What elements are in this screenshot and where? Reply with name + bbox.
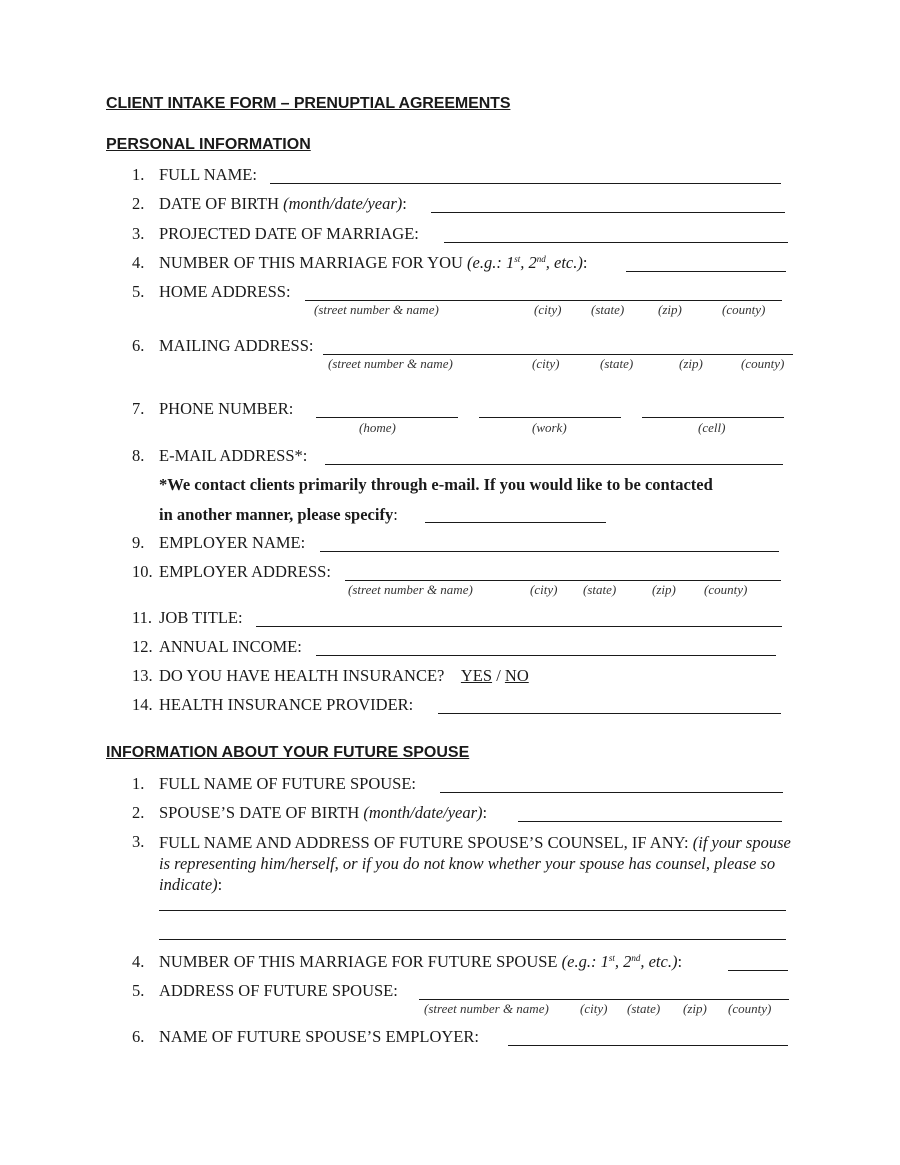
employer-address-label: EMPLOYER ADDRESS:: [159, 562, 331, 581]
colon: :: [482, 803, 488, 822]
caption-city: (city): [530, 582, 558, 597]
spouse-dob-text: SPOUSE’S DATE OF BIRTH: [159, 803, 360, 822]
hint-part: , etc.): [640, 952, 678, 971]
hint-part: , 2: [520, 253, 537, 272]
no-option[interactable]: NO: [504, 666, 529, 685]
spouse-counsel-field-2[interactable]: [159, 939, 786, 940]
spouse-address-field[interactable]: [419, 999, 789, 1000]
spouse-dob-field[interactable]: [518, 821, 782, 822]
job-title-field[interactable]: [256, 626, 782, 627]
item-number: 2.: [132, 803, 145, 822]
caption-zip: (zip): [658, 302, 682, 317]
caption-state: (state): [583, 582, 617, 597]
home-address-field[interactable]: [305, 300, 782, 301]
full-name-field[interactable]: [270, 183, 781, 184]
spouse-name-field[interactable]: [440, 792, 783, 793]
item-number: 3.: [132, 832, 145, 851]
spouse-marriage-number-label: [159, 952, 682, 972]
section-heading-spouse: INFORMATION ABOUT YOUR FUTURE SPOUSE: [106, 744, 470, 761]
mailing-address-label: MAILING ADDRESS:: [159, 336, 314, 355]
spouse-dob-hint: (month/date/year): [363, 803, 483, 822]
item-number: 3.: [132, 224, 145, 243]
item-number: 7.: [132, 399, 145, 418]
caption-city: (city): [580, 1001, 608, 1016]
email-note-line1: *We contact clients primarily through e-mail. If you would like to be contacted: [159, 475, 713, 494]
spouse-marriage-number-hint: [562, 952, 678, 971]
spouse-marriage-number-field[interactable]: [728, 970, 788, 971]
phone-cell-field[interactable]: [642, 417, 784, 418]
section-heading-personal: PERSONAL INFORMATION: [106, 136, 311, 153]
hint-part: (e.g.: 1: [467, 253, 515, 272]
phone-work-field[interactable]: [479, 417, 621, 418]
spouse-dob-label: [159, 803, 487, 823]
spouse-name-label: FULL NAME OF FUTURE SPOUSE:: [159, 774, 417, 793]
spouse-employer-field[interactable]: [508, 1045, 788, 1046]
item-number: 2.: [132, 194, 145, 213]
caption-zip: (zip): [679, 356, 703, 371]
insurance-provider-field[interactable]: [438, 713, 781, 714]
item-number: 4.: [132, 952, 145, 971]
hint-sup: st: [608, 953, 615, 963]
item-number: 13.: [132, 666, 153, 685]
option-separator: /: [496, 666, 501, 685]
item-number: 12.: [132, 637, 153, 656]
health-insurance-question: [159, 666, 529, 686]
colon: :: [582, 253, 588, 272]
item-number: 5.: [132, 981, 145, 1000]
caption-county: (county): [722, 302, 766, 317]
colon: :: [677, 952, 683, 971]
caption-street: (street number & name): [348, 582, 473, 597]
dob-hint: (month/date/year): [283, 194, 403, 213]
annual-income-label: ANNUAL INCOME:: [159, 637, 302, 656]
spouse-address-label: ADDRESS OF FUTURE SPOUSE:: [159, 981, 398, 1000]
employer-name-field[interactable]: [320, 551, 779, 552]
caption-street: (street number & name): [314, 302, 439, 317]
spouse-marriage-number-text: NUMBER OF THIS MARRIAGE FOR FUTURE SPOUSE: [159, 952, 558, 971]
spouse-counsel-text: FULL NAME AND ADDRESS OF FUTURE SPOUSE’S COUNSEL, IF ANY:: [159, 833, 689, 852]
dob-label: [159, 194, 407, 214]
marriage-number-hint: [467, 253, 583, 272]
phone-label: PHONE NUMBER:: [159, 399, 294, 418]
item-number: 4.: [132, 253, 145, 272]
spouse-employer-label: NAME OF FUTURE SPOUSE’S EMPLOYER:: [159, 1027, 479, 1046]
email-note-colon: :: [393, 505, 398, 524]
employer-name-label: EMPLOYER NAME:: [159, 533, 306, 552]
home-address-label: HOME ADDRESS:: [159, 282, 291, 301]
hint-part: , 2: [614, 952, 632, 971]
hint-sup: nd: [536, 254, 546, 264]
item-number: 5.: [132, 282, 145, 301]
caption-zip: (zip): [683, 1001, 707, 1016]
marriage-number-text: NUMBER OF THIS MARRIAGE FOR YOU: [159, 253, 463, 272]
item-number: 6.: [132, 336, 145, 355]
caption-county: (county): [741, 356, 785, 371]
mailing-address-field[interactable]: [323, 354, 793, 355]
item-number: 9.: [132, 533, 145, 552]
caption-county: (county): [728, 1001, 772, 1016]
marriage-date-field[interactable]: [444, 242, 788, 243]
caption-work: (work): [532, 420, 567, 435]
item-number: 1.: [132, 165, 145, 184]
item-number: 6.: [132, 1027, 145, 1046]
spouse-counsel-label: [159, 832, 791, 895]
caption-city: (city): [534, 302, 562, 317]
phone-home-field[interactable]: [316, 417, 458, 418]
item-number: 1.: [132, 774, 145, 793]
hint-sup: st: [514, 254, 521, 264]
colon: :: [217, 875, 223, 894]
marriage-date-label: PROJECTED DATE OF MARRIAGE:: [159, 224, 419, 243]
spouse-counsel-field-1[interactable]: [159, 910, 786, 911]
hint-part: , etc.): [545, 253, 583, 272]
full-name-label: FULL NAME:: [159, 165, 257, 184]
email-note-line2: [159, 505, 398, 525]
hint-sup: nd: [631, 953, 641, 963]
form-title: CLIENT INTAKE FORM – PRENUPTIAL AGREEMENTS: [106, 95, 511, 112]
email-label: E-MAIL ADDRESS*:: [159, 446, 308, 465]
item-number: 11.: [132, 608, 153, 627]
hint-part: (e.g.: 1: [561, 952, 609, 971]
caption-county: (county): [704, 582, 748, 597]
insurance-provider-label: HEALTH INSURANCE PROVIDER:: [159, 695, 414, 714]
caption-state: (state): [600, 356, 634, 371]
item-number: 8.: [132, 446, 145, 465]
caption-street: (street number & name): [328, 356, 453, 371]
contact-preference-field[interactable]: [425, 522, 606, 523]
caption-cell: (cell): [698, 420, 726, 435]
job-title-label: JOB TITLE:: [159, 608, 243, 627]
marriage-number-label: [159, 253, 587, 273]
health-insurance-label: DO YOU HAVE HEALTH INSURANCE?: [159, 666, 445, 685]
dob-label-text: DATE OF BIRTH: [159, 194, 280, 213]
marriage-number-field[interactable]: [626, 271, 786, 272]
annual-income-field[interactable]: [316, 655, 776, 656]
item-number: 14.: [132, 695, 153, 714]
caption-state: (state): [627, 1001, 661, 1016]
dob-colon: :: [402, 194, 407, 213]
email-note-text: in another manner, please specify: [159, 505, 394, 524]
yes-option[interactable]: YES: [460, 666, 493, 685]
dob-field[interactable]: [431, 212, 785, 213]
caption-home: (home): [359, 420, 396, 435]
caption-state: (state): [591, 302, 625, 317]
caption-street: (street number & name): [424, 1001, 549, 1016]
item-number: 10.: [132, 562, 153, 581]
email-field[interactable]: [325, 464, 783, 465]
employer-address-field[interactable]: [345, 580, 781, 581]
caption-zip: (zip): [652, 582, 676, 597]
spouse-counsel-hint: (if your spouse is representing him/herself, or if you do not know whether your spouse has counsel, please so indicate): [159, 833, 791, 894]
caption-city: (city): [532, 356, 560, 371]
